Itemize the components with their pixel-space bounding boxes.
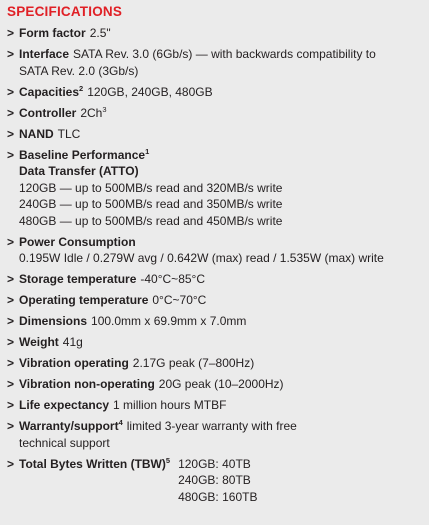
spec-label: Baseline Performance	[19, 147, 146, 162]
spec-storage-temperature	[7, 271, 429, 288]
spec-value: -40°C~85°C	[140, 272, 206, 286]
bullet-arrow: >	[7, 84, 15, 99]
spec-label: Interface	[19, 47, 70, 61]
spec-label: Capacities	[19, 84, 80, 99]
footnote-ref: 4	[118, 418, 123, 427]
spec-nand	[7, 126, 429, 143]
spec-label: Dimensions	[19, 314, 88, 328]
bullet-arrow: >	[7, 126, 15, 141]
bullet-arrow: >	[7, 105, 15, 120]
bullet-arrow: >	[7, 356, 15, 370]
bullet-arrow: >	[7, 398, 15, 412]
footnote-ref: 3	[102, 104, 107, 114]
spec-power-consumption	[7, 234, 429, 267]
spec-operating-temperature	[7, 292, 429, 309]
spec-value: 2Ch	[80, 105, 103, 120]
spec-form-factor	[7, 25, 429, 42]
spec-label: Life expectancy	[19, 398, 110, 412]
spec-capacities	[7, 84, 429, 101]
spec-value: 100.0mm x 69.9mm x 7.0mm	[91, 314, 247, 328]
spec-label: NAND	[19, 126, 54, 141]
spec-label: Form factor	[19, 26, 86, 40]
footnote-ref: 1	[145, 146, 150, 156]
spec-life-expectancy	[7, 397, 429, 414]
spec-value: TLC	[57, 126, 81, 141]
bullet-arrow: >	[7, 147, 15, 162]
spec-line: 240GB — up to 500MB/s read and 350MB/s write	[19, 197, 283, 211]
bullet-arrow: >	[7, 47, 15, 61]
spec-value: 2.5"	[89, 26, 111, 40]
spec-label: Total Bytes Written (TBW)	[19, 456, 166, 471]
tbw-value: 240GB: 80TB	[178, 473, 251, 487]
spec-controller	[7, 105, 429, 122]
spec-weight	[7, 334, 429, 351]
spec-warranty-support	[7, 418, 429, 451]
spec-label: Operating temperature	[19, 293, 149, 307]
spec-label: Weight	[19, 335, 59, 349]
spec-value: 41g	[62, 335, 83, 349]
spec-label: Vibration non-operating	[19, 377, 155, 391]
spec-label: Warranty/support	[19, 419, 119, 433]
spec-line: 120GB — up to 500MB/s read and 320MB/s write	[19, 180, 283, 195]
spec-line: 0.195W Idle / 0.279W avg / 0.642W (max) read / 1.535W (max) write	[19, 251, 384, 265]
spec-label: Power Consumption	[19, 234, 136, 249]
bullet-arrow: >	[7, 234, 15, 249]
spec-vibration-operating	[7, 355, 429, 372]
bullet-arrow: >	[7, 377, 15, 391]
spec-label: Vibration operating	[19, 356, 129, 370]
bullet-arrow: >	[7, 26, 15, 40]
spec-sublabel: Data Transfer (ATTO)	[19, 164, 139, 178]
bullet-arrow: >	[7, 272, 15, 286]
spec-value: 20G peak (10–2000Hz)	[158, 377, 284, 391]
spec-value: SATA Rev. 3.0 (6Gb/s) — with backwards compatibility to	[73, 47, 376, 61]
bullet-arrow: >	[7, 456, 15, 471]
spec-line: 480GB — up to 500MB/s read and 450MB/s write	[19, 213, 283, 228]
tbw-value: 480GB: 160TB	[178, 489, 258, 504]
spec-value: 2.17G peak (7–800Hz)	[132, 356, 255, 370]
spec-value: 1 million hours MTBF	[113, 398, 227, 412]
spec-baseline-performance	[7, 147, 429, 230]
spec-value: 120GB, 240GB, 480GB	[87, 84, 213, 99]
tbw-value: 120GB: 40TB	[178, 456, 251, 471]
spec-label: Storage temperature	[19, 272, 137, 286]
spec-value-continued: SATA Rev. 2.0 (3Gb/s)	[19, 63, 139, 78]
footnote-ref: 5	[165, 455, 171, 465]
spec-vibration-non-operating	[7, 376, 429, 393]
spec-value-continued: technical support	[19, 435, 110, 450]
bullet-arrow: >	[7, 335, 15, 349]
tbw-values	[178, 456, 257, 506]
page-title: SPECIFICATIONS	[7, 4, 123, 19]
bullet-arrow: >	[7, 314, 15, 328]
spec-label: Controller	[19, 105, 77, 120]
spec-value: 0°C~70°C	[152, 293, 207, 307]
bullet-arrow: >	[7, 293, 15, 307]
spec-dimensions	[7, 313, 429, 330]
spec-interface	[7, 46, 429, 79]
spec-value: limited 3-year warranty with free	[126, 419, 297, 433]
spec-tbw	[7, 456, 429, 506]
footnote-ref: 2	[79, 83, 84, 93]
bullet-arrow: >	[7, 419, 15, 433]
